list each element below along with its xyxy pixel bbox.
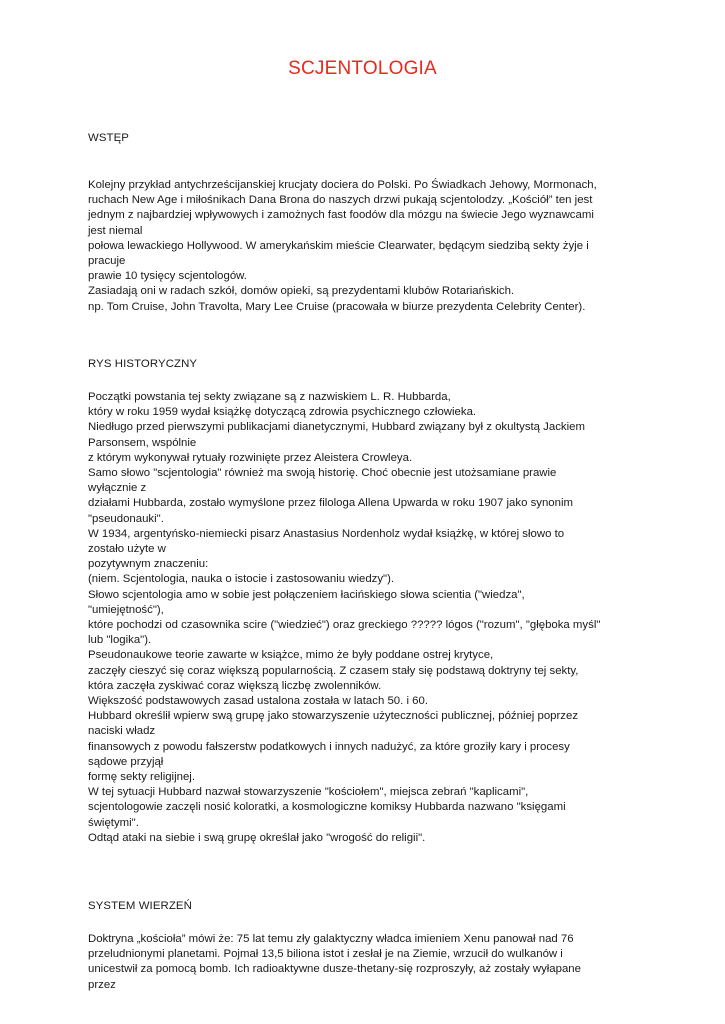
text-line: lub "logika"). [88,634,152,647]
text-line: Początki powstania tej sekty związane są z nazwiskiem L. R. Hubbarda, [88,391,451,403]
text-line: Hubbard określił wpierw swą grupę jako stowarzyszenie użyteczności publicznej, później poprzez [88,710,579,723]
text-line: z którym wykonywał rytuały rozwinięte przez Aleistera Crowleya. [88,451,413,464]
text-line: działami Hubbarda, zostało wymyślone przez filologa Allena Upwarda w roku 1907 jako synonim [88,497,573,510]
text-line: formę sekty religijnej. [88,771,195,784]
text-line: jednym z najbardziej wpływowych i zamożnych fast foodów dla mózgu na świecie Jego wyznawcami [88,209,594,222]
text-line: sądowe przyjął [88,755,164,768]
text-line: prawie 10 tysięcy scjentologów. [88,270,247,283]
section-heading-rys-historyczny: RYS HISTORYCZNY [88,358,198,370]
text-line: świętymi". [88,816,139,829]
text-line: "umiejętność"), [88,603,164,616]
text-line: zostało użyte w [88,543,166,556]
text-line: Zasiadają oni w radach szkół, domów opieki, są prezydentami klubów Rotariańskich. [88,285,515,298]
text-line: np. Tom Cruise, John Travolta, Mary Lee Cruise (pracowała w biurze prezydenta Celebrity Center). [88,300,586,313]
section-body-wstep [88,178,640,315]
text-line: Odtąd ataki na siebie i swą grupę określał jako "wrogość do religii". [88,831,426,844]
text-line: zaczęły cieszyć się coraz większą popularnością. Z czasem stały się podstawą doktryny tej sekty, [88,664,579,677]
section-body-system-wierzen [88,932,640,993]
text-line: Pseudonaukowe teorie zawarte w książce, mimo że były poddane ostrej krytyce, [88,649,494,662]
text-line: które pochodzi od czasownika scire ("wiedzieć") oraz greckiego ????? lógos ("rozum", "głęboka myśl" [88,619,601,632]
text-line: ruchach New Age i miłośnikach Dana Brona do naszych drzwi pukają scjentolodzy. „Kościół” ten jest [88,194,593,207]
text-line: Większość podstawowych zasad ustalona została w latach 50. i 60. [88,695,428,708]
section-body-rys-historyczny [88,390,640,846]
text-line: Doktryna „kościoła” mówi że: 75 lat temu zły galaktyczny władca imieniem Xenu panował nad 76 [88,933,574,945]
text-line: Kolejny przykład antychrześcijanskiej krucjaty dociera do Polski. Po Świadkach Jehowy, Mormonach, [88,179,597,191]
text-line: unicestwił za pomocą bomb. Ich radioaktywne dusze-thetany-się rozproszyły, aż zostały wyłapane [88,963,581,976]
text-line: pracuje [88,255,126,268]
text-line: (niem. Scjentologia, nauka o istocie i zastosowaniu wiedzy"). [88,573,395,586]
text-line: scjentologowie zaczęli nosić koloratki, a kosmologiczne komiksy Hubbarda nazwano "księgami [88,801,566,814]
text-line: która zaczęła zyskiwać coraz większą liczbę zwolenników. [88,679,382,692]
text-line: finansowych z powodu fałszerstw podatkowych i innych nadużyć, za które groziły kary i procesy [88,740,570,753]
text-line: który w roku 1959 wydał książkę dotyczącą zdrowia psychicznego człowieka. [88,406,477,419]
text-line: pozytywnym znaczeniu: [88,558,209,571]
text-line: przeludnionymi planetami. Pojmał 13,5 biliona istot i zesłał je na Ziemie, wrzucił do wulkanów i [88,948,563,961]
text-line: W 1934, argentyńsko-niemiecki pisarz Anastasius Nordenholz wydał książkę, w której słowo to [88,527,565,540]
text-line: Niedługo przed pierwszymi publikacjami dianetycznymi, Hubbard związany był z okultystą Jackiem [88,421,585,434]
text-line: naciski władz [88,725,156,738]
section-heading-system-wierzen: SYSTEM WIERZEŃ [88,900,192,912]
text-line: "pseudonauki". [88,512,164,525]
text-line: przez [88,978,116,991]
text-line: Parsonsem, wspólnie [88,436,197,449]
document-title: SCJENTOLOGIA [288,58,437,79]
section-heading-wstep: WSTĘP [88,132,130,144]
text-line: Samo słowo "scjentologia" również ma swoją historię. Choć obecnie jest utożsamiane prawie [88,467,557,480]
text-line: jest niemal [88,224,143,237]
text-line: Słowo scjentologia amo w sobie jest połączeniem łacińskiego słowa scientia ("wiedza", [88,588,525,601]
text-line: wyłącznie z [88,482,147,495]
text-line: połowa lewackiego Hollywood. W amerykańskim mieście Clearwater, będącym siedzibą sekty żyje i [88,239,589,252]
text-line: W tej sytuacji Hubbard nazwał stowarzyszenie "kościołem", miejsca zebrań "kaplicami", [88,786,529,799]
